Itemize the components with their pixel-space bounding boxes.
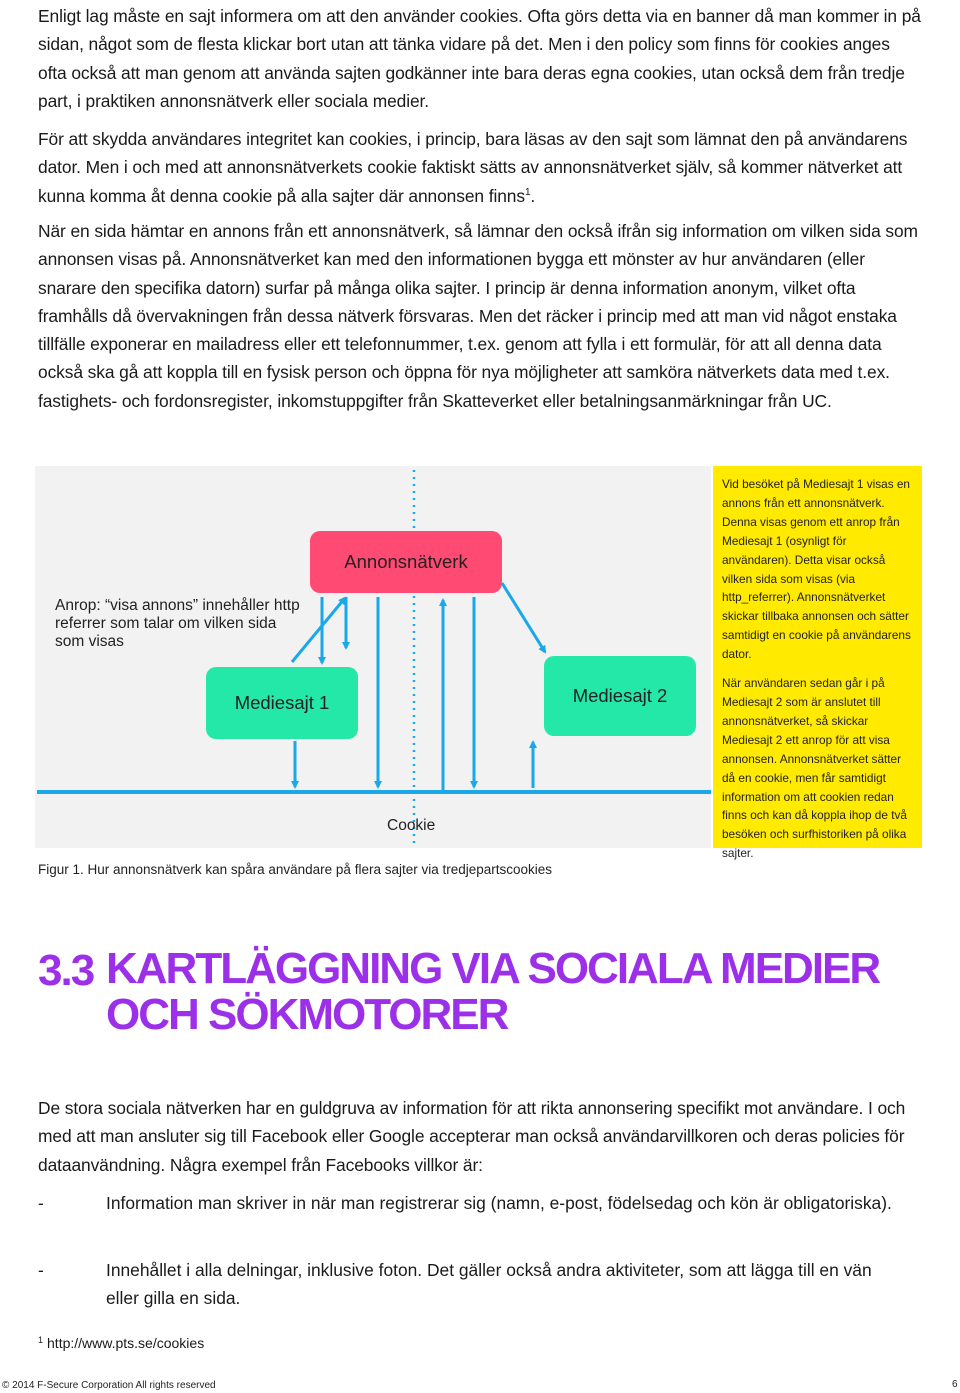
section-number: 3.3 xyxy=(38,946,94,995)
page-number: 6 xyxy=(952,1379,958,1390)
sidebar-paragraph-1: Vid besöket på Mediesajt 1 visas en annons från ett annonsnätverk. Denna visas genom ett anrop från Mediesajt 1 (osynligt för användaren). Detta visar också vilken sida som visas (via http_referrer). Annonsnätverket skickar tillbaka annonsen och sätter samtidigt en cookie på användarens dator. xyxy=(722,477,911,662)
cookie-label: Cookie xyxy=(387,817,436,834)
footnote xyxy=(38,1335,204,1351)
media-site-2-box xyxy=(544,656,696,736)
list-item-text: Information man skriver in när man registrerar sig (namn, e-post, födelsedag och kön är obligatoriska). xyxy=(106,1193,892,1213)
list-dash: - xyxy=(38,1260,44,1280)
request-label: Anrop: “visa annons” innehåller http referrer som talar om vilken sida som visas xyxy=(55,597,300,650)
media-site-1-label: Mediesajt 1 xyxy=(234,692,330,713)
intro-paragraph-3: När en sida hämtar en annons från ett annonsnätverk, så lämnar den också ifrån sig information om vilken sida som annonsen visas på. Annonsnätverket kan med den informationen bygga ett mönster av hur användaren (eller snarare den specifika datorn) surfar på många olika sajter. I princip är denna information anonym, vilket ofta framhålls då övervakningen från dessa nätverk försvaras. Men det räcker i princip med att man vid något enstaka tillfälle exponerar en mailadress eller ett telefonnummer, t.ex. genom att fylla i ett formulär, för att all denna data också ska gå att koppla till en fysisk person och öppna för nya möjligheter att samköra nätverkets data med t.ex. fastighets- och fordonsregister, inkomstuppgifter från Skatteverket eller betalningsanmärkningar från UC. xyxy=(38,221,918,411)
intro-paragraph-2-end: . xyxy=(530,185,536,206)
footnote-reference[interactable]: 1 xyxy=(524,186,531,198)
footnote-link[interactable]: http://www.pts.se/cookies xyxy=(47,1335,205,1351)
media-site-2-label: Mediesajt 2 xyxy=(572,685,668,706)
figure-caption: Figur 1. Hur annonsnätverk kan spåra användare på flera sajter via tredjepartscookies xyxy=(38,862,553,877)
section-heading: KARTLÄGGNING VIA SOCIALA MEDIER OCH SÖKMOTORER xyxy=(106,944,880,1039)
intro-paragraph-1: Enligt lag måste en sajt informera om att den använder cookies. Ofta görs detta via en banner då man kommer in på sidan, något som de flesta klickar bort utan att tänka vidare på det. Men i den policy som finns för cookies anges ofta också att man genom att använda sajten godkänner inte bara deras egna cookies, utan också dem från tredje part, i praktiken annonsnätverk eller sociala medier. xyxy=(38,6,921,111)
figure-sidebar xyxy=(713,466,922,861)
intro-paragraph-2-text: För att skydda användares integritet kan cookies, i princip, bara läsas av den sajt som lämnat den på användarens dator. Men i och med att annonsnätverkets cookie faktiskt sätts av annonsnätverket själv, så kommer nätverket att kunna komma åt denna cookie på alla sajter där annonsen finns xyxy=(38,129,908,206)
ad-network-label: Annonsnätverk xyxy=(344,551,468,572)
list-item-text: Innehållet i alla delningar, inklusive foton. Det gäller också andra aktiviteter, som att lägga till en vän eller gilla en sida. xyxy=(106,1260,872,1309)
media-site-1-box xyxy=(206,667,358,739)
arrow-ad-to-media2 xyxy=(502,583,545,652)
section-paragraph: De stora sociala nätverken har en guldgruva av information för att rikta annonsering specifikt mot användare. I och med att man ansluter sig till Facebook eller Google accepterar man också användarvillkoren och deras policies för dataanvändning. Några exempel från Facebooks villkor är: xyxy=(38,1098,906,1175)
footnote-mark: 1 xyxy=(38,1335,44,1345)
list-dash: - xyxy=(38,1193,44,1213)
ad-network-box xyxy=(310,531,502,593)
sidebar-paragraph-2: När användaren sedan går i på Mediesajt 2 som är anslutet till annonsnätverket, så skickar Mediesajt 2 ett anrop för att visa annonsen. Annonsnätverket sätter då en cookie, men får samtidigt information om att cookien redan finns och kan då koppla ihop de två besöken och surfhistoriken på olika sajter. xyxy=(722,676,907,861)
footer-copyright: © 2014 F-Secure Corporation All rights reserved xyxy=(2,1380,216,1391)
